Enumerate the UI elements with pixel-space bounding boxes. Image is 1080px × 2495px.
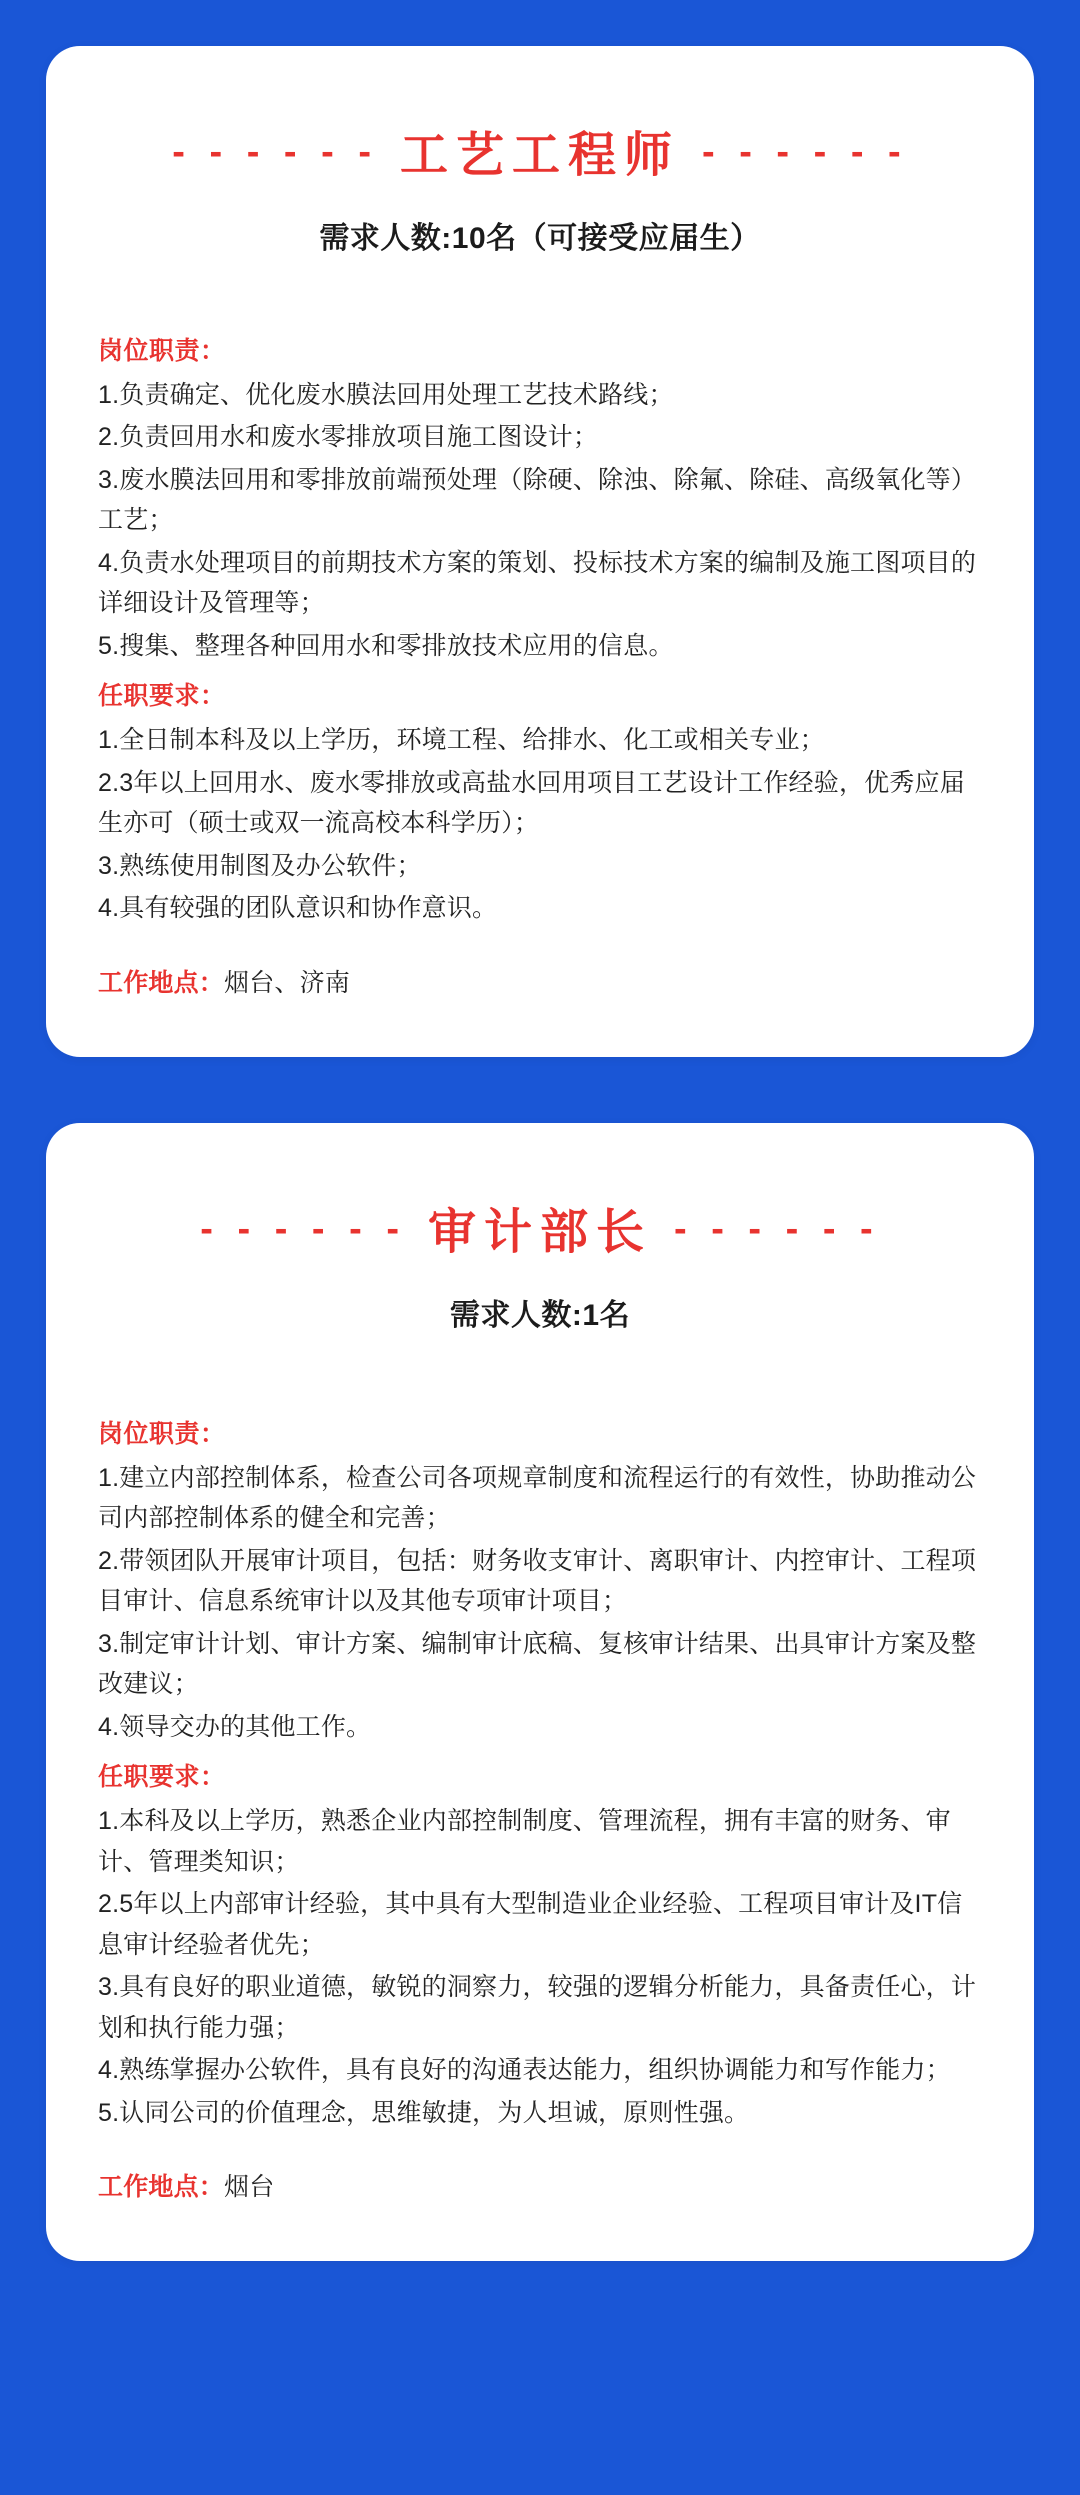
title-dash-right: - - - - - - xyxy=(702,131,908,174)
duty-item: 1.建立内部控制体系，检查公司各项规章制度和流程运行的有效性，协助推动公司内部控制体系的健全和完善； xyxy=(98,1463,977,1533)
duty-item: 1.负责确定、优化废水膜法回用处理工艺技术路线； xyxy=(98,380,674,409)
duty-item: 3.制定审计计划、审计方案、编制审计底稿、复核审计结果、出具审计方案及整改建议； xyxy=(98,1629,977,1699)
requirement-item: 2.5年以上内部审计经验，其中具有大型制造业企业经验、工程项目审计及IT信息审计经验者优先； xyxy=(98,1890,963,1959)
duty-item: 3.废水膜法回用和零排放前端预处理（除硬、除浊、除氟、除硅、高级氧化等）工艺； xyxy=(98,465,977,535)
page-title: 工艺工程师 xyxy=(399,129,680,182)
job-card xyxy=(46,1123,1034,2261)
page-title: 审计部长 xyxy=(427,1205,652,1259)
duty-item: 5.搜集、整理各种回用水和零排放技术应用的信息。 xyxy=(98,631,674,660)
requirement-item: 2.3年以上回用水、废水零排放或高盐水回用项目工艺设计工作经验，优秀应届生亦可（硕士或双一流高校本科学历）； xyxy=(98,768,965,838)
headcount-text: 需求人数:1名 xyxy=(449,1298,631,1332)
title-dash-left: - - - - - - xyxy=(172,131,378,174)
title-dash-right: - - - - - - xyxy=(674,1208,880,1251)
duties-heading: 岗位职责： xyxy=(98,1419,226,1448)
requirements-heading: 任职要求： xyxy=(98,1763,226,1792)
duty-item: 2.负责回用水和废水零排放项目施工图设计； xyxy=(98,423,599,452)
work-location-value: 烟台 xyxy=(224,2173,275,2202)
work-location-label: 工作地点： xyxy=(98,2173,225,2202)
requirement-item: 5.认同公司的价值理念，思维敏捷，为人坦诚，原则性强。 xyxy=(98,2098,750,2127)
job-body xyxy=(98,1414,982,2204)
work-location-label: 工作地点： xyxy=(98,968,225,997)
job-body xyxy=(98,331,982,999)
job-title-row xyxy=(98,130,982,183)
requirement-item: 3.熟练使用制图及办公软件； xyxy=(98,851,422,880)
job-card xyxy=(46,46,1034,1057)
duties-heading: 岗位职责： xyxy=(98,336,226,365)
requirement-item: 1.全日制本科及以上学历，环境工程、给排水、化工或相关专业； xyxy=(98,726,825,755)
headcount-text: 需求人数:10名（可接受应届生） xyxy=(319,221,761,255)
requirement-item: 1.本科及以上学历，熟悉企业内部控制制度、管理流程，拥有丰富的财务、审计、管理类知识； xyxy=(98,1807,951,1876)
duty-item: 4.领导交办的其他工作。 xyxy=(98,1712,372,1741)
work-location xyxy=(98,963,982,999)
duty-item: 4.负责水处理项目的前期技术方案的策划、投标技术方案的编制及施工图项目的详细设计及管理等； xyxy=(98,548,977,618)
job-title-row xyxy=(98,1207,982,1260)
title-dash-left: - - - - - - xyxy=(200,1208,406,1251)
requirements-heading: 任职要求： xyxy=(98,682,226,711)
work-location xyxy=(98,2167,982,2203)
requirement-item: 4.具有较强的团队意识和协作意识。 xyxy=(98,894,498,923)
requirement-item: 3.具有良好的职业道德，敏锐的洞察力，较强的逻辑分析能力，具备责任心，计划和执行能力强； xyxy=(98,1973,977,2042)
requirement-item: 4.熟练掌握办公软件，具有良好的沟通表达能力，组织协调能力和写作能力； xyxy=(98,2056,951,2085)
work-location-value: 烟台、济南 xyxy=(224,968,351,997)
duty-item: 2.带领团队开展审计项目，包括：财务收支审计、离职审计、内控审计、工程项目审计、信息系统审计以及其他专项审计项目； xyxy=(98,1546,977,1616)
